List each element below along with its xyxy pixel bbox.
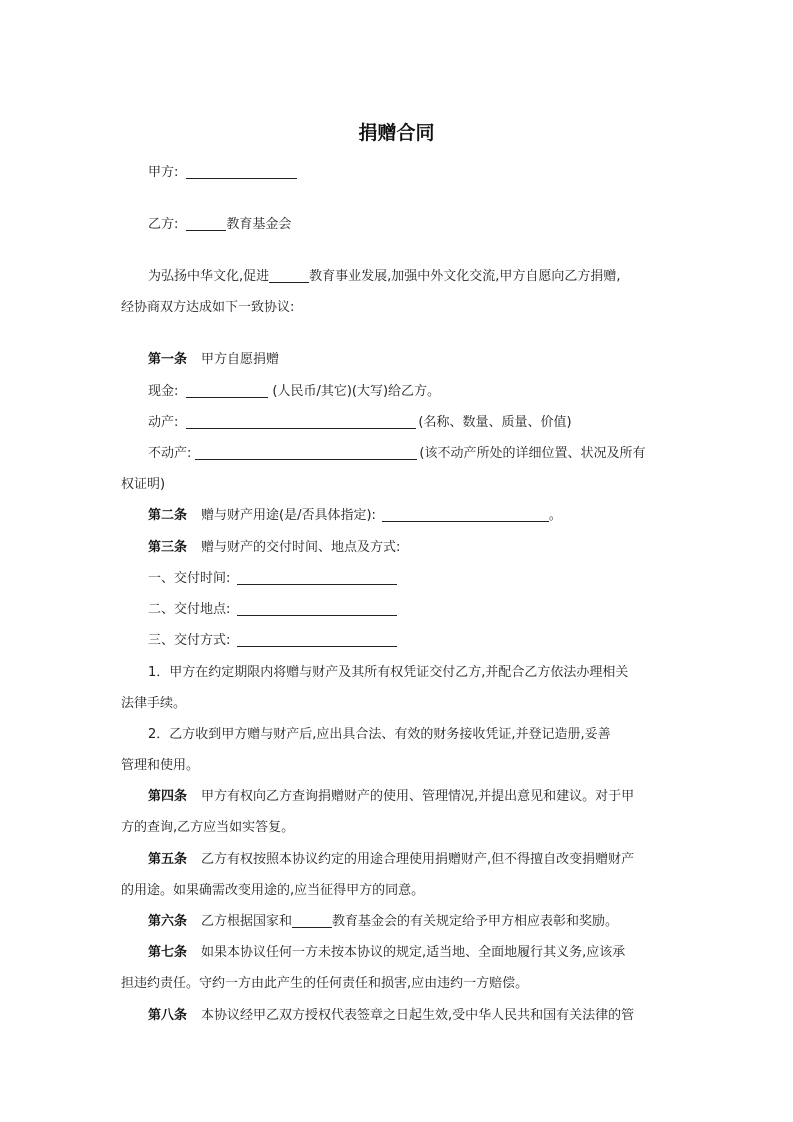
article-5-text: 乙方有权按照本协议约定的用途合理使用捐赠财产,但不得擅自改变捐赠财产	[201, 852, 635, 867]
realty-suffix: (该不动产所处的详细位置、状况及所有	[419, 446, 646, 461]
page-title: 捐赠合同	[358, 122, 435, 144]
article-6-blank[interactable]	[292, 914, 332, 928]
delivery-place-blank[interactable]	[237, 602, 397, 616]
article-4-line-2: 方的查询,乙方应当如实答复。	[121, 820, 295, 835]
party-a-blank[interactable]	[186, 165, 297, 179]
article-5-line-1	[148, 852, 634, 868]
article-5-line-2: 的用途。如果确需改变用途的,应当征得甲方的同意。	[121, 883, 425, 898]
delivery-place-label: 二、交付地点:	[148, 602, 231, 617]
intro-text-2: 教育事业发展,加强中外文化交流,甲方自愿向乙方捐赠,	[309, 269, 621, 284]
party-b-line	[148, 217, 291, 233]
article-2	[148, 508, 562, 524]
article-3	[148, 540, 400, 556]
realty-label: 不动产:	[148, 446, 192, 461]
party-b-label: 乙方:	[148, 217, 179, 232]
article-8-label: 第八条	[148, 1008, 188, 1023]
article-7-line-1	[148, 945, 625, 961]
clause-2-line-2: 管理和使用。	[121, 758, 200, 773]
article-7-line-2: 担违约责任。守约一方由此产生的任何责任和损害,应由违约一方赔偿。	[121, 976, 529, 991]
delivery-method-label: 三、交付方式:	[148, 633, 231, 648]
article-1-label: 第一条	[148, 352, 188, 367]
article-6	[148, 914, 618, 930]
realty-blank[interactable]	[195, 446, 417, 460]
party-a-line	[148, 165, 297, 181]
article-2-end: 。	[548, 508, 562, 523]
movable-label: 动产:	[148, 415, 179, 430]
delivery-place-line	[148, 602, 397, 618]
article-2-label: 第二条	[148, 508, 188, 523]
article-8-line-1	[148, 1008, 634, 1024]
intro-line-2: 经协商双方达成如下一致协议:	[121, 300, 295, 315]
delivery-time-line	[148, 571, 397, 587]
intro-line-1	[148, 269, 621, 285]
delivery-time-blank[interactable]	[237, 571, 397, 585]
article-1-title: 甲方自愿捐赠	[201, 352, 280, 367]
cash-label: 现金:	[148, 384, 179, 399]
article-4-line-1	[148, 789, 634, 805]
clause-1-line-1: 1．甲方在约定期限内将赠与财产及其所有权凭证交付乙方,并配合乙方依法办理相关	[148, 665, 629, 680]
intro-blank[interactable]	[269, 269, 309, 283]
cash-line	[148, 384, 440, 400]
article-6-text-2: 教育基金会的有关规定给予甲方相应表彰和奖励。	[332, 914, 619, 929]
delivery-time-label: 一、交付时间:	[148, 571, 231, 586]
movable-blank[interactable]	[186, 415, 416, 429]
party-b-blank[interactable]	[186, 217, 226, 231]
article-3-text: 赠与财产的交付时间、地点及方式:	[201, 540, 401, 555]
article-6-label: 第六条	[148, 914, 188, 929]
article-8-text: 本协议经甲乙双方授权代表签章之日起生效,受中华人民共和国有关法律的管	[201, 1008, 635, 1023]
delivery-method-line	[148, 633, 397, 649]
party-a-label: 甲方:	[148, 165, 179, 180]
article-2-text: 赠与财产用途(是/否具体指定):	[201, 508, 376, 523]
article-4-text: 甲方有权向乙方查询捐赠财产的使用、管理情况,并提出意见和建议。对于甲	[201, 789, 635, 804]
cash-blank[interactable]	[186, 384, 268, 398]
delivery-method-blank[interactable]	[237, 633, 397, 647]
intro-text-1: 为弘扬中华文化,促进	[148, 269, 270, 284]
article-1-heading	[148, 352, 279, 368]
cash-suffix: (人民币/其它)(大写)给乙方。	[272, 384, 441, 399]
realty-line-cont: 权证明)	[121, 477, 166, 492]
party-b-suffix: 教育基金会	[226, 217, 292, 232]
article-6-text-1: 乙方根据国家和	[201, 914, 293, 929]
clause-2-line-1: 2．乙方收到甲方赠与财产后,应出具合法、有效的财务接收凭证,并登记造册,妥善	[148, 727, 611, 742]
article-7-label: 第七条	[148, 945, 188, 960]
article-2-blank[interactable]	[382, 508, 549, 522]
article-3-label: 第三条	[148, 540, 188, 555]
movable-line	[148, 415, 572, 431]
article-7-text: 如果本协议任何一方未按本协议的规定,适当地、全面地履行其义务,应该承	[201, 945, 626, 960]
article-4-label: 第四条	[148, 789, 188, 804]
clause-1-line-2: 法律手续。	[121, 696, 187, 711]
realty-line	[148, 446, 645, 462]
article-5-label: 第五条	[148, 852, 188, 867]
movable-suffix: (名称、数量、质量、价值)	[418, 415, 572, 430]
